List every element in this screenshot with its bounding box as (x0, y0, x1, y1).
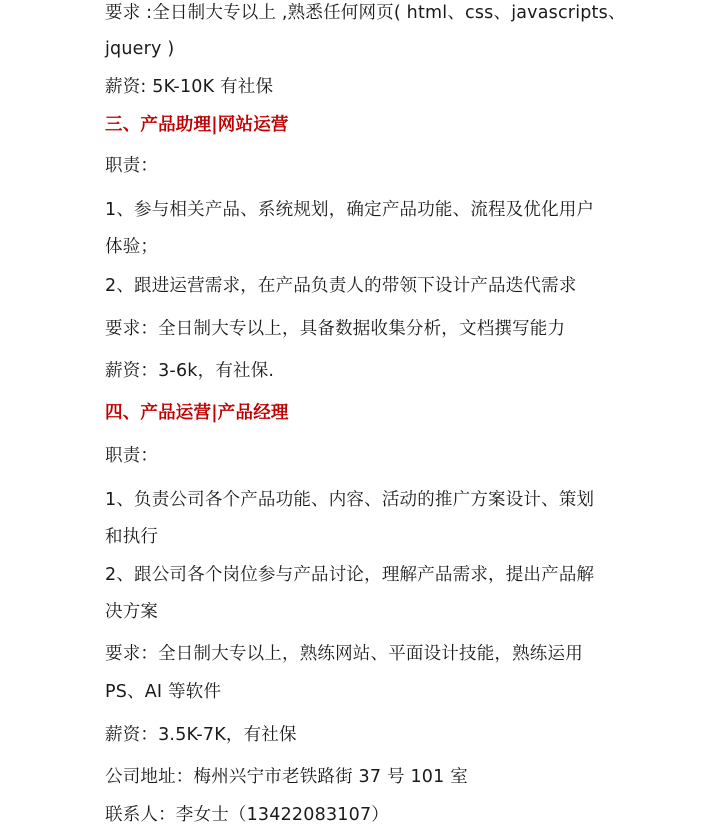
company-address: 公司地址：梅州兴宁市老铁路街 37 号 101 室 (105, 767, 468, 787)
section4-duty1-line1: 1、负责公司各个产品功能、内容、活动的推广方案设计、策划 (105, 490, 595, 510)
section3-requirement: 要求：全日制大专以上，具备数据收集分析，文档撰写能力 (105, 319, 566, 339)
section4-salary: 薪资：3.5K-7K，有社保 (105, 725, 297, 745)
section4-requirement-line2: PS、AI 等软件 (105, 682, 222, 702)
section3-duty1-line1: 1、参与相关产品、系统规划，确定产品功能、流程及优化用户 (105, 200, 595, 220)
contact-person: 联系人：李女士（13422083107） (105, 805, 389, 825)
section3-duty1-line2: 体验； (105, 237, 159, 257)
section4-duty1-line2: 和执行 (105, 527, 159, 547)
section3-heading: 三、产品助理|网站运营 (105, 115, 289, 135)
section3-duties-label: 职责： (105, 156, 159, 176)
section3-duty2: 2、跟进运营需求，在产品负责人的带领下设计产品迭代需求 (105, 276, 577, 296)
section2-requirement-line1: 要求 :全日制大专以上 ,熟悉任何网页( html、css、javascripts、 (105, 3, 626, 23)
section3-salary: 薪资：3-6k，有社保. (105, 361, 275, 381)
section4-duties-label: 职责： (105, 446, 159, 466)
section4-duty2-line1: 2、跟公司各个岗位参与产品讨论，理解产品需求，提出产品解 (105, 565, 595, 585)
section4-requirement-line1: 要求：全日制大专以上，熟练网站、平面设计技能，熟练运用 (105, 644, 583, 664)
section4-heading: 四、产品运营|产品经理 (105, 403, 289, 423)
section2-salary: 薪资: 5K-10K 有社保 (105, 77, 274, 97)
section2-requirement-line2: jquery ) (105, 39, 175, 59)
section4-duty2-line2: 决方案 (105, 602, 159, 622)
